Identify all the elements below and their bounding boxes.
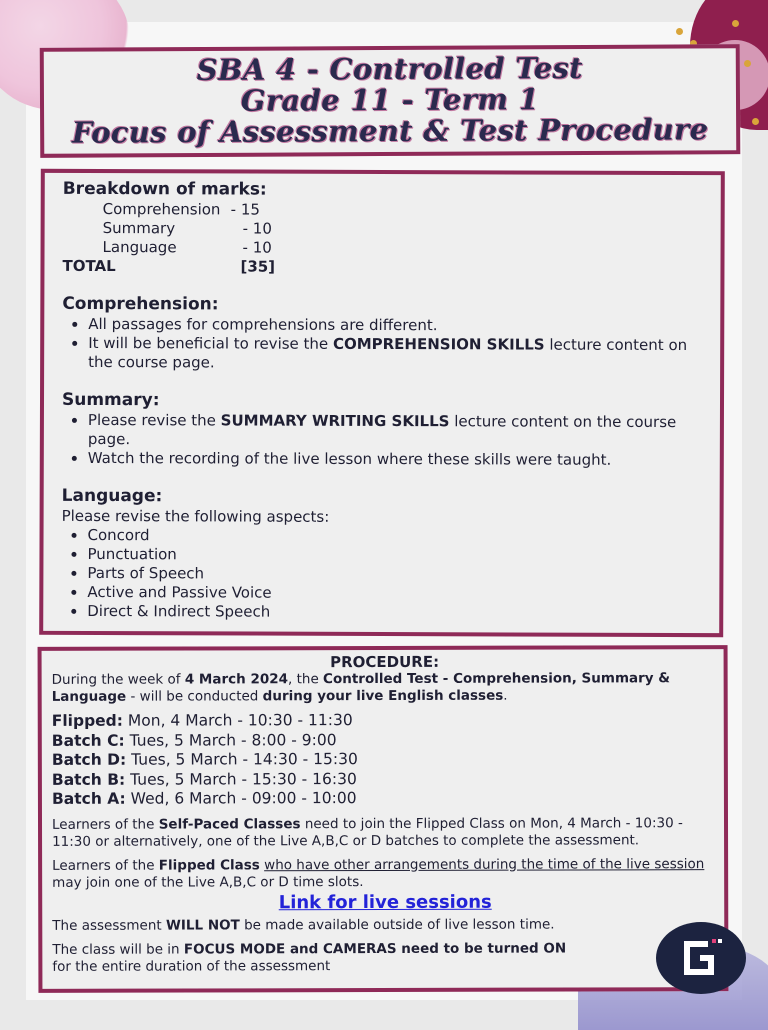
total-row — [62, 257, 710, 278]
list-item: • Active and Passive Voice — [87, 583, 709, 604]
schedule-row: Flipped: Mon, 4 March - 10:30 - 11:30 — [51, 711, 353, 730]
total-value: [35] — [240, 257, 276, 276]
self-paced-note: Learners of the Self-Paced Classes need to join the Flipped Class on Mon, 4 March - 10:30 - 11:30 or alternatively, one of the Live A,B,C or D batches to complete the assessment. — [51, 814, 683, 850]
title-line-1: SBA 4 - Controlled Test — [196, 50, 583, 88]
title-line-3: Focus of Assessment & Test Procedure — [71, 112, 709, 150]
brand-logo — [656, 922, 746, 994]
decor-dot — [752, 118, 759, 125]
list-item: • Please revise the SUMMARY WRITING SKILLS lecture content on the course page. — [88, 411, 710, 451]
focus-mode-note: The class will be in FOCUS MODE and CAMERAS need to be turned ON for the entire duration of the assessment — [52, 940, 567, 975]
list-item: • Punctuation — [87, 545, 709, 566]
total-label: TOTAL — [62, 256, 116, 276]
schedule-row: Batch C: Tues, 5 March - 8:00 - 9:00 — [51, 730, 337, 750]
language-heading: Language: — [61, 485, 163, 507]
list-item: • It will be beneficial to revise the COMPREHENSION SKILLS lecture content on the course page. — [88, 334, 710, 374]
decor-dot — [676, 28, 683, 35]
procedure-heading: PROCEDURE: — [330, 652, 440, 672]
breakdown-heading: Breakdown of marks: — [62, 178, 267, 200]
list-item: • Direct & Indirect Speech — [87, 602, 709, 623]
comprehension-heading: Comprehension: — [62, 293, 219, 315]
list-item: • All passages for comprehensions are different. — [88, 315, 710, 336]
schedule-row: Batch B: Tues, 5 March - 15:30 - 16:30 — [51, 769, 357, 789]
schedule-list — [52, 710, 718, 809]
title-line-2: Grade 11 - Term 1 — [240, 82, 540, 118]
flipped-note: Learners of the Flipped Class who have other arrangements during the time of the live session may join one of the Live A,B,C or D time slots. — [52, 855, 705, 891]
live-sessions-link[interactable]: Link for live sessions — [278, 891, 492, 913]
summary-heading: Summary: — [61, 389, 160, 411]
breakdown-row: Comprehension - 15 — [102, 200, 260, 219]
schedule-row: Batch A: Wed, 6 March - 09:00 - 10:00 — [51, 789, 357, 808]
logo-icon — [678, 935, 724, 981]
focus-box — [39, 169, 725, 637]
procedure-intro: During the week of 4 March 2024, the Controlled Test - Comprehension, Summary & Language - will be conducted during your live English classes. — [51, 670, 671, 705]
list-item: • Concord — [88, 526, 710, 547]
language-intro: Please revise the following aspects: — [61, 506, 330, 526]
breakdown-row: Summary - 10 — [102, 219, 272, 238]
breakdown-row: Language - 10 — [102, 238, 272, 257]
schedule-row: Batch D: Tues, 5 March - 14:30 - 15:30 — [51, 750, 358, 769]
assessment-note: The assessment WILL NOT be made available outside of live lesson time. — [52, 916, 555, 934]
list-item: • Parts of Speech — [87, 564, 709, 585]
title-box — [40, 44, 741, 158]
decor-dot — [732, 20, 739, 27]
decor-dot — [744, 60, 751, 67]
list-item: • Watch the recording of the live lesson where these skills were taught. — [88, 449, 710, 470]
procedure-box — [38, 645, 729, 993]
